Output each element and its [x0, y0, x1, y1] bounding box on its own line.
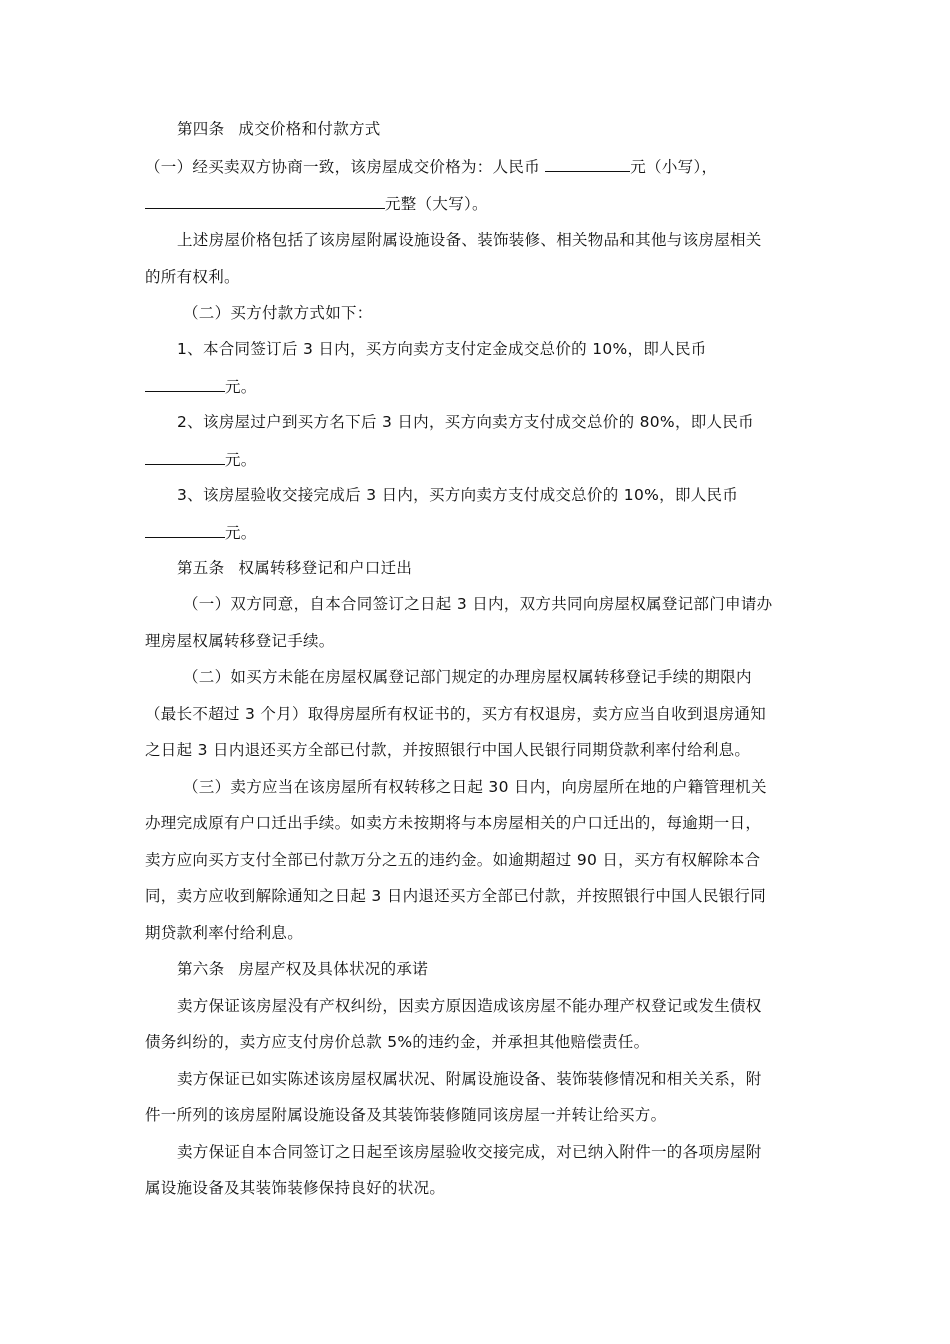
- paragraph-text: （最长不超过 3 个月）取得房屋所有权证书的，买方有权退房，卖方应当自收到退房通知: [145, 705, 767, 723]
- paragraph-text: 的所有权利。: [145, 268, 240, 286]
- article-5-heading: [177, 557, 412, 579]
- price-lowercase-unit: 元（小写），: [630, 158, 718, 176]
- article-5-number: 第五条: [177, 559, 225, 577]
- paragraph-text: 同，卖方应收到解除通知之日起 3 日内退还买方全部已付款，并按照银行中国人民银行同: [145, 887, 767, 905]
- article-4-number: 第四条: [177, 120, 225, 138]
- paragraph-text: 卖方保证该房屋没有产权纠纷，因卖方原因造成该房屋不能办理产权登记或发生债权: [177, 997, 762, 1015]
- article-6-heading: [177, 958, 428, 980]
- amount-unit: 元。: [225, 524, 257, 542]
- paragraph-text: 属设施设备及其装饰装修保持良好的状况。: [145, 1179, 446, 1197]
- article-5-title: 权属转移登记和户口迁出: [238, 559, 413, 577]
- payment-item-3-amount: [145, 521, 257, 544]
- amount-unit: 元。: [225, 451, 257, 469]
- payment-item-1: 1、本合同签订后 3 日内，买方向卖方支付定金成交总价的 10%，即人民币: [177, 340, 707, 358]
- paragraph-text: （一）双方同意，自本合同签订之日起 3 日内，双方共同向房屋权属登记部门申请办: [183, 595, 773, 613]
- paragraph-text: 卖方应向买方支付全部已付款万分之五的违约金。如逾期超过 90 日，买方有权解除本合: [145, 851, 761, 869]
- price-text: （一）经买卖双方协商一致，该房屋成交价格为：人民币: [145, 158, 541, 176]
- article-4-heading: [177, 118, 381, 140]
- payment-item-2: 2、该房屋过户到买方名下后 3 日内，买方向卖方支付成交总价的 80%，即人民币: [177, 413, 754, 431]
- paragraph-text: 债务纠纷的，卖方应支付房价总款 5%的违约金，并承担其他赔偿责任。: [145, 1033, 650, 1051]
- paragraph-text: 上述房屋价格包括了该房屋附属设施设备、装饰装修、相关物品和其他与该房屋相关: [177, 231, 762, 249]
- payment-method-heading: （二）买方付款方式如下：: [183, 304, 373, 322]
- paragraph-text: 理房屋权属转移登记手续。: [145, 632, 335, 650]
- article-6-title: 房屋产权及具体状况的承诺: [238, 960, 429, 978]
- article-6-number: 第六条: [177, 960, 225, 978]
- paragraph-text: （三）卖方应当在该房屋所有权转移之日起 30 日内，向房屋所在地的户籍管理机关: [183, 778, 767, 796]
- payment-item-1-amount: [145, 375, 257, 398]
- price-lowercase-blank[interactable]: [545, 155, 630, 172]
- amount-unit: 元。: [225, 378, 257, 396]
- paragraph-text: 件一所列的该房屋附属设施设备及其装饰装修随同该房屋一并转让给买方。: [145, 1106, 667, 1124]
- article-4-title: 成交价格和付款方式: [238, 120, 381, 138]
- amount-blank[interactable]: [145, 448, 225, 465]
- paragraph-text: 卖方保证已如实陈述该房屋权属状况、附属设施设备、装饰装修情况和相关关系，附: [177, 1070, 762, 1088]
- price-uppercase-unit: 元整（大写）。: [385, 195, 488, 213]
- price-line-2: [145, 192, 488, 215]
- payment-item-3: 3、该房屋验收交接完成后 3 日内，买方向卖方支付成交总价的 10%，即人民币: [177, 486, 739, 504]
- paragraph-text: 期贷款利率付给利息。: [145, 924, 304, 942]
- price-uppercase-blank[interactable]: [145, 192, 385, 209]
- paragraph-text: 办理完成原有户口迁出手续。如卖方未按期将与本房屋相关的户口迁出的，每逾期一日，: [145, 814, 762, 832]
- paragraph-text: 之日起 3 日内退还买方全部已付款，并按照银行中国人民银行同期贷款利率付给利息。: [145, 741, 751, 759]
- paragraph-text: （二）如买方未能在房屋权属登记部门规定的办理房屋权属转移登记手续的期限内: [183, 668, 752, 686]
- payment-item-2-amount: [145, 448, 257, 471]
- paragraph-text: 卖方保证自本合同签订之日起至该房屋验收交接完成，对已纳入附件一的各项房屋附: [177, 1143, 762, 1161]
- amount-blank[interactable]: [145, 375, 225, 392]
- amount-blank[interactable]: [145, 521, 225, 538]
- price-line-1: [145, 155, 717, 178]
